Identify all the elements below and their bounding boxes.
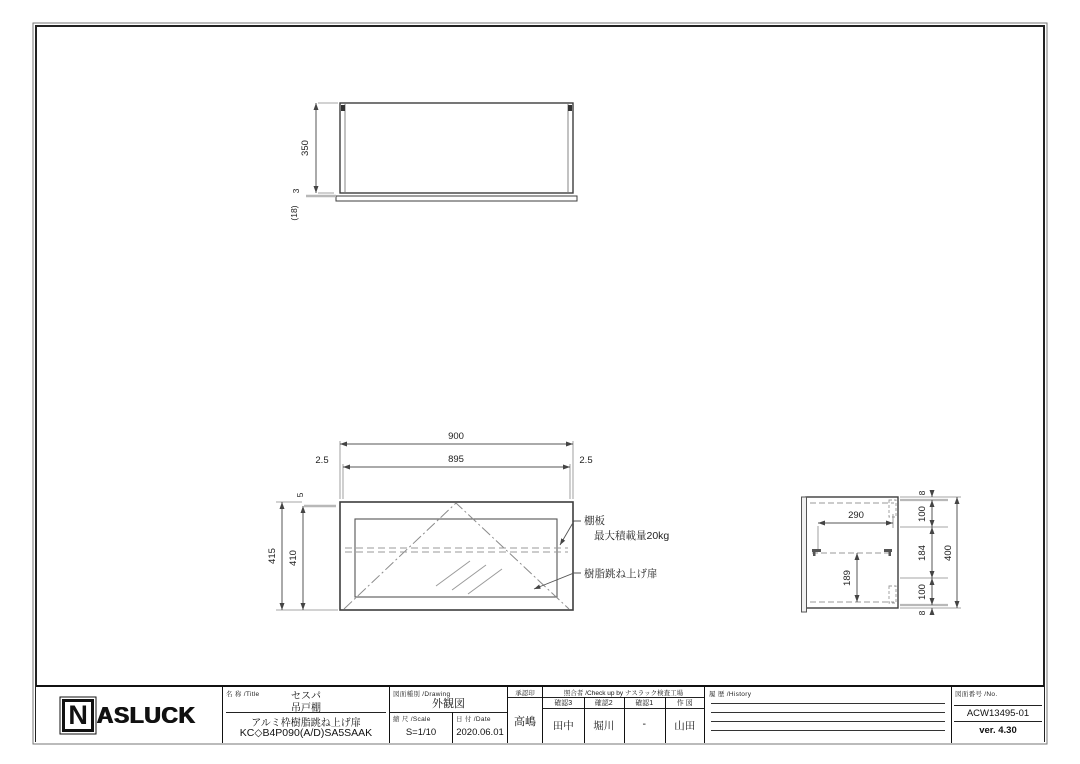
side-view — [802, 490, 962, 615]
logo-text: ASLUCK — [96, 701, 196, 728]
drawing-header: 図面種別 /Drawing — [393, 691, 451, 698]
check2-header: 確認2 — [594, 700, 613, 707]
logo-letter-n: N — [62, 699, 94, 732]
product-type: 吊戸棚 — [291, 703, 321, 714]
note-shelf: 棚板 — [584, 515, 605, 527]
check2-name: 堀川 — [593, 720, 615, 732]
scale-value: S=1/10 — [405, 727, 437, 738]
title-block — [36, 685, 1044, 743]
approval-cell — [508, 687, 543, 743]
dim-side-shelf-depth: 290 — [848, 510, 864, 521]
checkup-cell — [543, 687, 705, 743]
note-shelf-load: 最大積載量20kg — [594, 530, 670, 542]
door-edge-top-view — [336, 196, 577, 201]
number-header: 図面番号 /No. — [955, 691, 998, 698]
checkup-header: 照合者 /Check up by ナスラック検査工場 — [563, 690, 684, 697]
dim-front-top-gap: 5 — [295, 492, 305, 498]
logo-cell — [36, 687, 223, 743]
date-value: 2020.06.01 — [456, 727, 504, 738]
dim-side-seg-mid: 184 — [917, 545, 928, 561]
drafter-header: 作 図 — [676, 700, 693, 707]
drawing-type: 外観図 — [432, 698, 465, 710]
dim-top-door-thickness: (18) — [289, 205, 299, 221]
dim-side-seg-lower: 100 — [917, 584, 928, 600]
drawing-number-cell — [952, 687, 1044, 743]
dim-side-seg-bottom: 8 — [917, 610, 927, 616]
approval-name: 高嶋 — [514, 716, 536, 728]
date-header: 日 付 /Date — [456, 716, 491, 723]
nasluck-logo — [36, 687, 222, 743]
product-description: アルミ枠樹脂跳ね上げ扉 — [251, 718, 361, 729]
dim-front-width: 900 — [448, 431, 464, 442]
dim-side-seg-top: 8 — [917, 490, 927, 496]
dim-front-height: 415 — [267, 548, 278, 564]
drafter-name: 山田 — [674, 720, 696, 732]
history-cell — [705, 687, 952, 743]
name-header: 名 称 /Title — [226, 691, 260, 698]
check3-name: 田中 — [552, 720, 574, 732]
dim-side-overall-depth: 400 — [943, 545, 954, 561]
check1-header: 確認1 — [635, 700, 654, 707]
scale-header: 縮 尺 /Scale — [393, 716, 431, 723]
history-header: 履 歴 /History — [709, 691, 752, 698]
check3-header: 確認3 — [554, 700, 573, 707]
dim-top-gap: 3 — [291, 188, 301, 194]
dim-side-seg-upper: 100 — [917, 506, 928, 522]
hinge-mark-left — [341, 105, 345, 111]
dim-front-panel-height: 410 — [288, 550, 299, 566]
note-door: 樹脂跳ね上げ扉 — [584, 568, 658, 580]
title-name-cell — [223, 687, 390, 743]
product-code: KC◇B4P090(A/D)SA5SAAK — [239, 727, 373, 739]
drawing-number: ACW13495-01 — [966, 708, 1030, 719]
dim-side-shelf-height: 189 — [842, 570, 853, 586]
approval-header: 承認印 — [515, 690, 535, 697]
dim-front-gap-left: 2.5 — [315, 455, 329, 466]
product-series: セスパ — [291, 691, 321, 702]
top-view — [289, 103, 577, 221]
front-view — [267, 431, 669, 610]
dim-front-panel-width: 895 — [448, 454, 464, 465]
hinge-mark-right — [568, 105, 572, 111]
dim-front-gap-right: 2.5 — [579, 455, 593, 466]
door-side-profile — [802, 497, 807, 612]
dim-top-depth: 350 — [300, 140, 311, 156]
drawing-type-cell — [390, 687, 508, 743]
version-label: ver. 4.30 — [979, 725, 1017, 736]
check1-name: - — [642, 718, 646, 730]
